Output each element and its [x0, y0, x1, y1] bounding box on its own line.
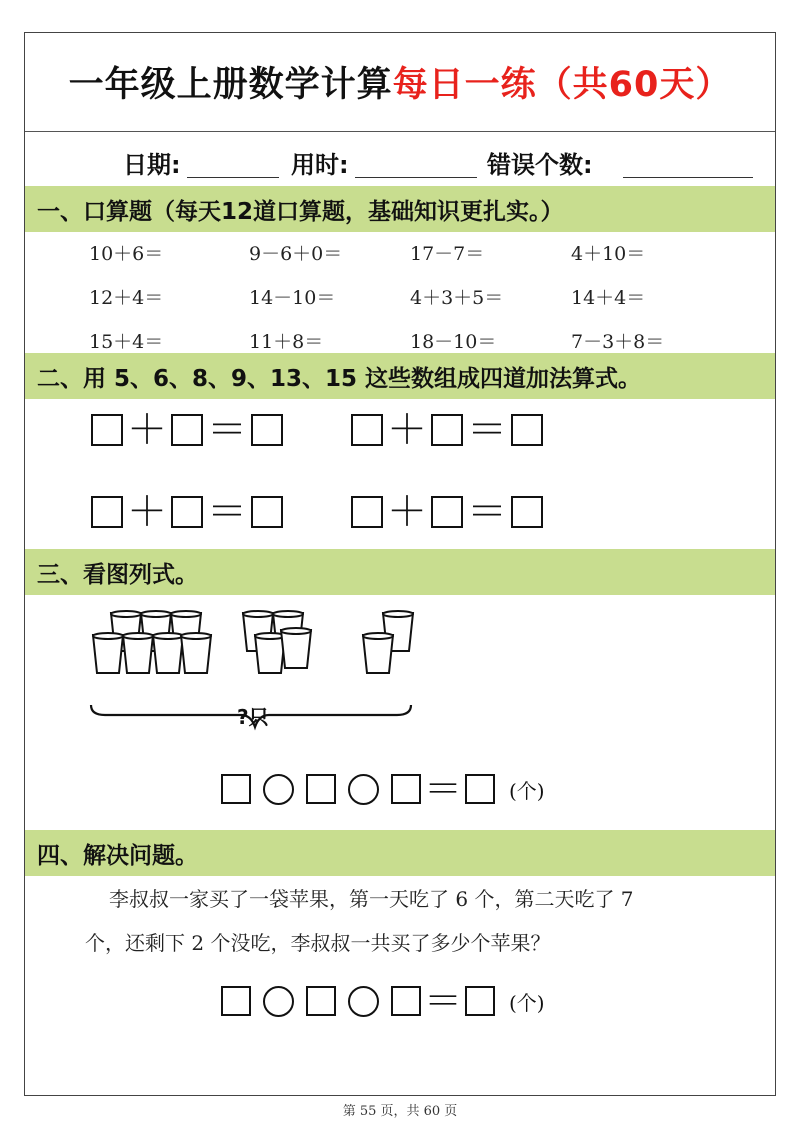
answer-box[interactable]	[251, 414, 283, 446]
plus-sign: ＋	[387, 489, 427, 535]
addition-equation	[351, 407, 543, 453]
addition-equation	[91, 489, 283, 535]
date-field[interactable]	[187, 177, 279, 178]
section1-title: 一、口算题（每天12道口算题，基础知识更扎实。）	[37, 198, 564, 225]
unit-label: (个)	[509, 778, 545, 803]
section3-title: 三、看图列式。	[37, 561, 198, 588]
time-field[interactable]	[355, 177, 477, 178]
answer-box[interactable]	[511, 414, 543, 446]
calc-item: 17－7＝	[410, 243, 485, 265]
addition-equation	[91, 407, 283, 453]
calc-item: 14＋4＝	[571, 287, 646, 309]
worksheet-frame	[24, 32, 776, 1096]
errors-label: 错误个数:	[487, 151, 593, 179]
answer-box[interactable]	[221, 986, 251, 1016]
answer-box[interactable]	[391, 986, 421, 1016]
calc-item: 11＋8＝	[249, 331, 324, 353]
answer-box[interactable]	[306, 986, 336, 1016]
plus-sign: ＋	[127, 407, 167, 453]
section3-header	[25, 549, 775, 595]
calc-item: 12＋4＝	[89, 287, 164, 309]
calc-item: 4＋10＝	[571, 243, 646, 265]
title-highlight: 每日一练（共60天）	[392, 65, 732, 105]
operator-circle[interactable]	[263, 774, 294, 805]
section2-header	[25, 353, 775, 399]
calc-item: 14－10＝	[249, 287, 336, 309]
answer-box[interactable]	[306, 774, 336, 804]
answer-equation	[221, 979, 545, 1023]
equals-sign: ＝	[467, 489, 507, 535]
operator-circle[interactable]	[263, 986, 294, 1017]
answer-box[interactable]	[171, 414, 203, 446]
divider	[25, 131, 775, 132]
equals-sign: ＝	[423, 979, 462, 1023]
unit-label: (个)	[509, 990, 545, 1015]
info-row	[25, 135, 775, 181]
answer-box[interactable]	[391, 774, 421, 804]
operator-circle[interactable]	[348, 774, 379, 805]
answer-box[interactable]	[171, 496, 203, 528]
answer-box[interactable]	[91, 496, 123, 528]
calc-item: 4＋3＋5＝	[410, 287, 504, 309]
picture-equation	[221, 767, 545, 811]
page-title	[25, 33, 775, 131]
section2-title: 二、用 5、6、8、9、13、15 这些数组成四道加法算式。	[37, 365, 642, 392]
section4-header	[25, 830, 775, 876]
cup-group-1	[93, 611, 211, 673]
answer-box[interactable]	[351, 496, 383, 528]
calc-item: 7－3＋8＝	[571, 331, 665, 353]
errors-field[interactable]	[623, 177, 753, 178]
answer-box[interactable]	[91, 414, 123, 446]
equals-sign: ＝	[467, 407, 507, 453]
cup-group-3	[363, 611, 413, 673]
date-label: 日期:	[123, 151, 181, 179]
answer-box[interactable]	[511, 496, 543, 528]
time-label: 用时:	[291, 151, 349, 179]
section4-title: 四、解决问题。	[37, 842, 198, 869]
plus-sign: ＋	[387, 407, 427, 453]
equals-sign: ＝	[207, 489, 247, 535]
answer-box[interactable]	[431, 414, 463, 446]
answer-box[interactable]	[351, 414, 383, 446]
word-problem-line1: 李叔叔一家买了一袋苹果，第一天吃了 6 个，第二天吃了 7	[109, 887, 634, 911]
word-problem-line2: 个，还剩下 2 个没吃，李叔叔一共买了多少个苹果？	[85, 931, 551, 955]
answer-box[interactable]	[431, 496, 463, 528]
cup-group-2	[243, 611, 311, 673]
equals-sign: ＝	[423, 767, 462, 811]
page-footer: 第 55 页，共 60 页	[342, 1104, 458, 1119]
plus-sign: ＋	[127, 489, 167, 535]
section1-header	[25, 186, 775, 232]
calc-item: 10＋6＝	[89, 243, 164, 265]
brace-label: ?只	[237, 705, 269, 729]
operator-circle[interactable]	[348, 986, 379, 1017]
title-main: 一年级上册数学计算	[68, 65, 393, 105]
answer-box[interactable]	[465, 774, 495, 804]
calc-item: 15＋4＝	[89, 331, 164, 353]
calc-item: 18－10＝	[410, 331, 497, 353]
calc-item: 9－6＋0＝	[249, 243, 343, 265]
answer-box[interactable]	[221, 774, 251, 804]
equals-sign: ＝	[207, 407, 247, 453]
answer-box[interactable]	[465, 986, 495, 1016]
answer-box[interactable]	[251, 496, 283, 528]
addition-equation	[351, 489, 543, 535]
